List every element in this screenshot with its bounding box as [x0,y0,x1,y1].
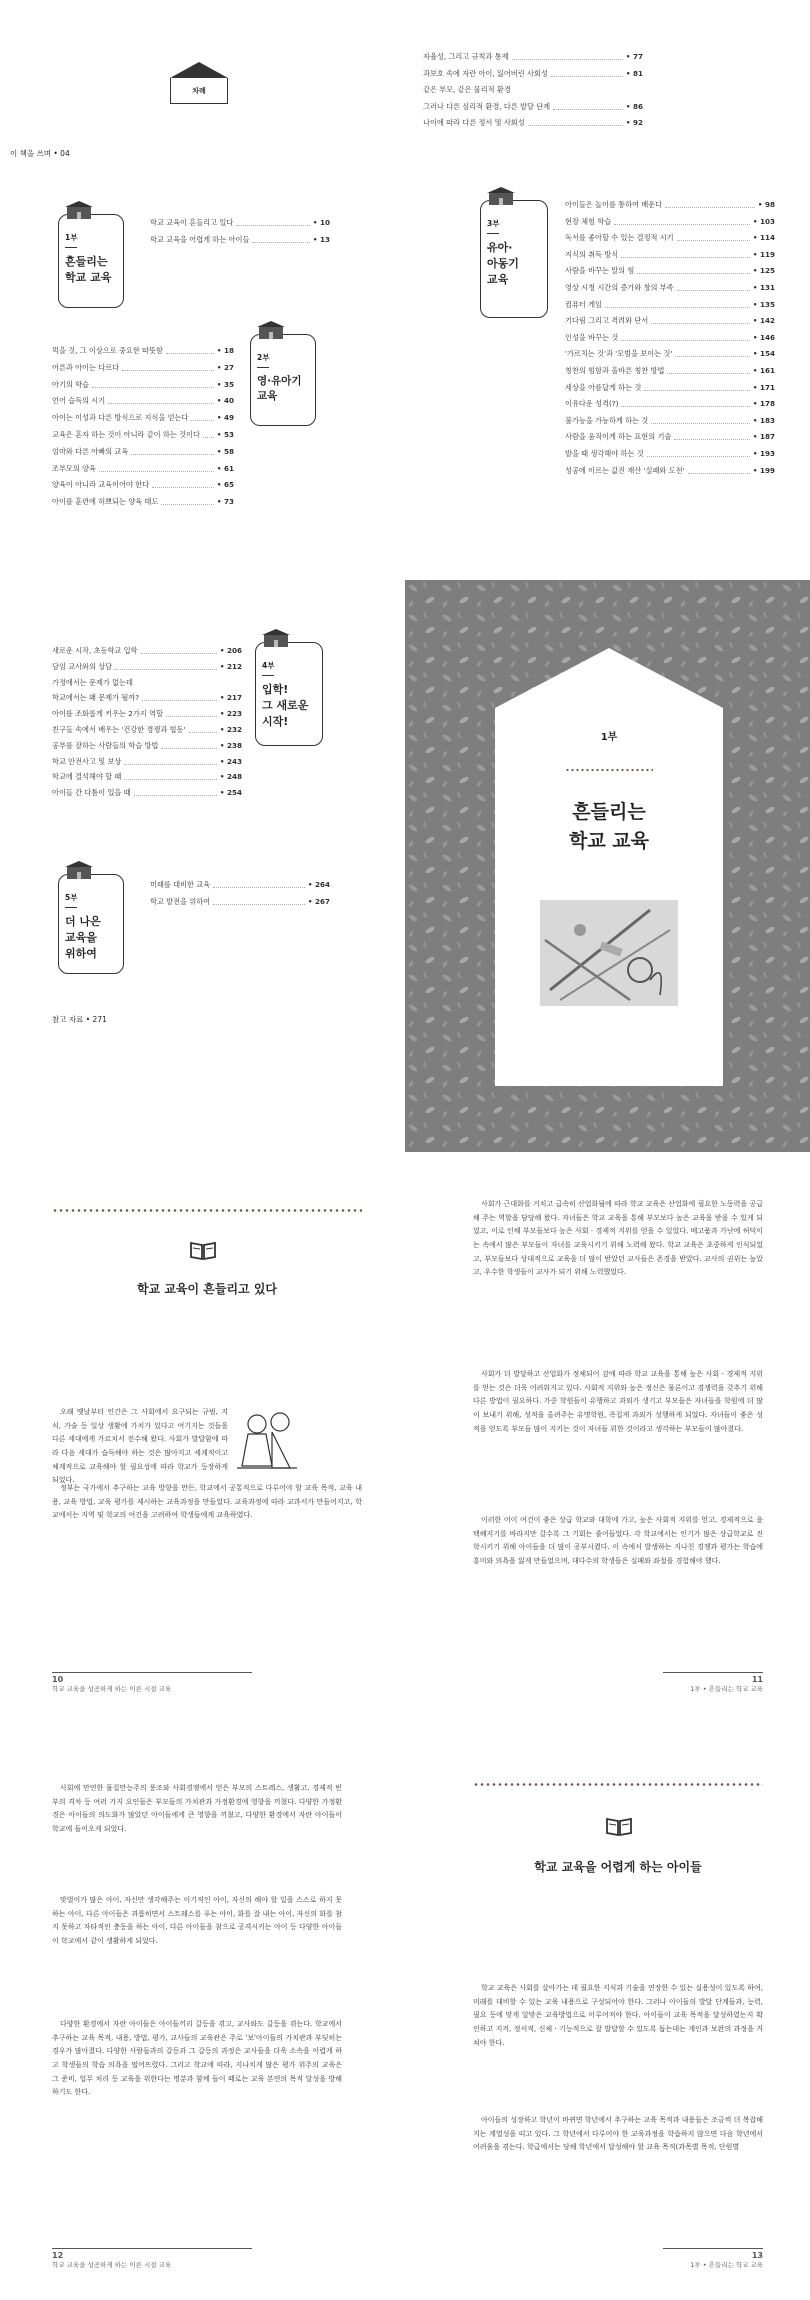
toc-entry-page: • 119 [752,249,775,259]
part4-card[interactable] [255,642,323,746]
toc-entry-title: 아이를 훈련에 허쁘되는 양육 태도 [52,497,159,507]
part1-cover [405,580,810,1152]
toc-entry-page: • 58 [216,446,234,456]
toc-entry-page: • 103 [752,216,775,226]
part1-card[interactable] [58,214,124,308]
toc-entry[interactable] [565,432,775,442]
leader-dots [141,646,217,654]
part1-title: 흔들리는 학교 교육 [65,255,112,284]
toc-entry-title: 사람을 바꾸는 말의 힘 [565,266,635,276]
leader-dots [621,250,750,258]
toc-entry-page: • 217 [219,693,242,703]
body-paragraph: 사회가 더 발달하고 산업화가 정체되어 감에 따라 학교 교육을 통해 높은 사회 · 경제적 지위를 얻는 것은 더욱 어려워지고 있다. 사회적 지위와 높은 정신은 물론이고 경쟁력을 갖추기 위해 다른 방법이 필요하다. 가중 학원들이 유행하고 과외가 생기고 부모들은 자녀들을 학원에 더 많이 보내기 위해, 성적을 올려주는 유명학원, 족집게 과외가 성행하게 되었다. 자녀들이 좋은 성적을 얻도록 부모들 많이 지키는 것이 자녀들 위한 것이라고 생각하는 부모들이 많아졌다. [473,1370,763,1433]
toc-entry[interactable] [565,266,775,276]
toc-entry-page: • 223 [219,709,242,719]
toc-entry-title: 사람을 움직이게 하는 표현의 기술 [565,432,672,442]
toc-entry-title: 자율성, 그리고 규칙과 통제 [423,52,509,61]
part5-card[interactable] [58,874,124,974]
toc-entry-title: 현장 체험 학습 [565,216,612,226]
leader-dots [647,449,750,457]
toc-entry-page: • 193 [752,449,775,458]
toc-entry-title: 기다림 그리고 격려와 단서 [565,316,649,326]
toc-entry-title: 조부모의 양육 [52,463,96,473]
school-building-icon [257,321,285,339]
toc-entry[interactable] [423,52,643,62]
part3-title: 유아· 아동기 교육 [487,241,519,286]
toc-entry[interactable] [52,363,234,373]
toc-entry-page: • 13 [312,234,330,244]
body-paragraph: 학교 교육은 사회를 살아가는 데 필요한 지식과 기술을 연장한 수 있는 실용성이 있도록 하여, 미래를 대비할 수 있는 교육 내용으로 구성되어야 한다. 그러나 아이들의 발달 단계들과, 능력, 필요 등에 맞게 알맞은 교육방법으로 이루어져야 한다. 아이들이 교육 목적을 달성하였는지 확인하고 지켜, 정서적, 신체 · 기능적으로 잘 발달할 수 있도록 돕는데는 개인과 보완의 과정을 거쳐야 한다. [473,1984,763,2047]
toc-entry-page: • 146 [752,332,775,342]
page-12 [0,1726,405,2300]
toc-entry[interactable] [52,757,242,767]
toc-entry-title: 영상 시청 시간의 증가와 창의 부족 [565,283,674,292]
pages-10-11 [0,1152,810,1726]
leader-dots [213,880,305,888]
toc-entry-page: • 53 [216,430,234,439]
toc-entry[interactable] [52,396,234,406]
running-footer: 학교 교육을 성공하게 하는 이른 시절 교육 [52,2261,172,2269]
toc-entry-title: 친구들 속에서 배우는 '건강한 경쟁과 협동' [52,725,186,734]
leader-dots [528,118,623,126]
leader-dots [188,725,216,733]
toc-entry-page: • 35 [216,379,234,389]
part1-tag: 1부 [65,232,77,248]
toc-entry-page: • 114 [752,233,775,243]
body-paragraph: 이러한 어이 여건이 좋은 상급 학교와 대학에 가고, 높은 사회적 지위를 얻고, 경제적으로 윤택해지기를 바라지만 갈수록 그 기회는 줄어들었다. 각 학교에서는 인기가 많은 상급학교로 진학시키기 위해 아이들을 더 많이 공부시켰다. 이 속에서 발생하는 지나친 경쟁과 평가는 학습에 흥미와 의욕을 잃게 만들었으며, 대다수의 학생들은 실패와 좌절을 경험해야 했다. [473,1516,763,1565]
toc-entry[interactable] [52,678,242,688]
toc-entry-page: • 248 [219,772,242,782]
toc-entry-title: 칭찬의 힘함과 올바른 칭찬 방법 [565,366,665,375]
toc-entry[interactable] [565,466,775,476]
toc-entry-title: 언어 습득의 시기 [52,396,106,406]
leader-dots [688,466,750,474]
pages-12-13 [0,1726,810,2300]
toc-entry[interactable] [423,85,643,95]
page-footer [663,2248,763,2269]
toc-entry-page: • 161 [752,366,775,375]
toc-entry-title: 불가능을 가능하게 하는 것 [565,415,649,425]
running-footer: 학교 교육을 성공하게 하는 이른 시절 교육 [52,1685,172,1693]
toc-entry-title: 미래를 대비한 교육 [150,880,211,889]
leader-dots [605,300,750,308]
toc-entry-title: 아이는 이성과 다른 방식으로 지식을 얻는다 [52,413,189,423]
toc-left-page-2 [0,580,405,1152]
toc-entry[interactable] [565,250,775,260]
page-number: 12 [52,2251,64,2260]
toc-entry-page: • 187 [752,432,775,442]
leader-dots [161,741,217,749]
leader-dots [108,396,214,404]
leader-dots [674,432,750,440]
body-paragraph: 정부는 국가에서 추구하는 교육 방향을 만든, 학교에서 공통적으로 다루어야 할 교육 목적, 교육 내용, 교육 방법, 교육 평가를 제시하는 교육과정을 만들었다. 교육과정에 따라 교과서가 만들어지고, 학교에서는 지역 및 학교의 여건을 고려하여 학생들에게 교육하였다. [52,1484,362,1520]
toc-entry[interactable] [565,416,775,426]
toc-entry-page: • 49 [216,413,234,423]
toc-entry-title: 성공에 이르는 값진 재산 '실패와 도전' [565,465,685,475]
page-footer [52,2248,252,2269]
leader-dots [512,52,623,60]
leader-dots [667,366,749,374]
toc-cover-spread [0,580,810,1152]
toc-entry[interactable] [565,217,775,227]
toc-entry-title: 학교에 결석해야 할 때 [52,772,122,782]
toc-entry-page: • 73 [216,497,234,507]
toc-entry-page: • 98 [757,200,775,209]
page-10 [0,1152,405,1726]
toc-entry-page: • 27 [216,362,234,372]
leader-dots [644,383,750,391]
toc-entry[interactable] [423,118,643,128]
toc-entry-page: • 199 [752,465,775,475]
toc-header-house [170,62,228,104]
toc-header-label: 차례 [170,78,228,104]
toc-entry-page: • 254 [219,788,242,798]
leader-dots [203,430,214,438]
toc-entry-page: • 61 [216,463,234,473]
toc-entry-page: • 131 [752,283,775,292]
school-supplies-photo [540,900,678,1006]
body-paragraph: 사회가 근대화를 거치고 급속히 산업화됨에 따라 학교 교육은 산업화에 필요한 노동력을 공급해 주는 역할을 담당해 왔다. 자녀들은 학교 교육을 통해 부모보다 높은 교육을 받을 수 있게 되었고, 이로 인해 부모들보다 높은 사회 · 경제적 지위를 얻을 수 있었다. 베고품과 가난에 허덕이는 속에서 많은 부모들이 자녀를 교육시키기 위해 노력해 왔다. 학교 교육은 초중하게 인식되었고, 부모들보다 상대적으로 교육을 더 많이 받았던 교사들은 존경을 받았다. 교사의 권위는 높았고, 우수한 학생들이 교사가 되기 위해 노력했었다. [473,1200,763,1277]
toc-entry-title: 학교 교육을 어렵게 하는 아이들 [150,234,250,244]
page-13 [405,1726,810,2300]
page-number: 10 [52,1675,64,1684]
toc-entry[interactable] [52,662,242,672]
leader-dots [166,709,217,717]
toc-entry-title: 교육은 혼자 하는 것이 아니라 같이 하는 것이다 [52,430,200,439]
toc-entry-title: 엄마와 다른 아빠의 교육 [52,446,129,456]
cover-title: 흔들리는 학교 교육 [568,801,650,852]
leader-dots [252,235,309,243]
leader-dots [677,283,750,291]
part5-tag: 5부 [65,892,77,908]
chapter-heading: 학교 교육이 흔들리고 있다 [136,1282,278,1296]
toc-entry-title: 같은 부모, 같은 물리적 환경 [423,85,511,94]
leader-dots [124,757,217,765]
toc-entry[interactable] [52,413,234,423]
toc-entry-page: • 212 [219,661,242,671]
toc-entry[interactable] [565,283,775,293]
leader-dots [651,416,750,424]
toc-entry[interactable] [565,333,775,343]
toc-entry[interactable] [150,880,330,890]
toc-entry-title: 양육이 아니라 교육이어야 한다 [52,480,150,490]
leader-dots [191,413,213,421]
toc-entry-title: 그러나 다른 심리적 환경, 다른 발달 단계 [423,101,551,111]
leader-dots [651,316,750,324]
page-footer [663,1672,763,1693]
toc-entry[interactable] [52,725,242,735]
toc-entry[interactable] [565,316,775,326]
toc-entry-page: • 267 [307,896,330,906]
part2-card[interactable] [250,334,316,426]
toc-entry-title: 아기의 학습 [52,379,90,389]
toc-entry[interactable] [52,447,234,457]
toc-entry-title: 가정에서는 문제가 없는데 [52,677,133,687]
toc-entry-page: • 81 [625,68,643,78]
toc-entry[interactable] [565,366,775,376]
leader-dots [124,772,217,780]
leader-dots [553,102,623,110]
toc-entry-title: 학교 발전을 위하여 [150,896,211,906]
toc-entry-title: 공부를 잘하는 사람들의 학습 방법 [52,740,159,750]
toc-entry-page: • 65 [216,480,234,490]
toc-entry-page: • 86 [625,101,643,111]
body-paragraph: 오래 옛날부터 인간은 그 사회에서 요구되는 규범, 지식, 가술 등 일상 생활에 가치가 있다고 여기지는 것들을 다른 세대에게 가르치서 전수해 왔다. 사회가 발달함에 따라 다음 세대가 습득해야 하는 것은 많아지고 세계적이고 체계적으로 교육해야 할 필요성에 따라 학교가 등장하게 되었다. [52,1408,228,1485]
page-number: 13 [751,2251,763,2260]
toc-entry[interactable] [565,349,775,359]
toc-entry-title: 아이를 조화롭게 키우는 2가지 역할 [52,709,163,719]
leader-dots [122,363,214,371]
school-building-icon [65,861,93,879]
leader-dots [115,662,217,670]
chapter-heading: 학교 교육을 어렵게 하는 아이들 [534,1860,702,1874]
toc-entry-title: 과보호 속에 자란 아이, 잃어버린 사회성 [423,68,548,78]
running-footer: 1부 • 흔들리는 학교 교육 [690,1685,763,1693]
cover-part-label: 1부 [600,732,618,743]
toc-entry-title: 학교 교육이 흔들리고 있다 [150,218,234,227]
toc-entry[interactable] [52,772,242,782]
wavy-divider [52,1208,362,1213]
toc-entry-page: • 77 [625,52,643,61]
toc-entry-page: • 154 [752,349,775,359]
toc-entry[interactable] [52,464,234,474]
toc-entry-title: 발을 때 생각해야 하는 것 [565,449,644,458]
toc-entry-title: '가르치는 것'과 '모범을 보이는 것' [565,349,673,359]
toc-entry[interactable] [150,218,330,228]
leader-dots [161,497,214,505]
school-building-icon [262,629,290,647]
open-book-icon [189,1240,217,1260]
leader-dots [142,693,217,701]
leader-dots [621,333,750,341]
leader-dots [677,233,750,241]
toc-entry[interactable] [150,235,330,245]
toc-entry-page: • 142 [752,316,775,326]
toc-entry-page: • 92 [625,118,643,127]
toc-entry-title: 컴퓨터 게임 [565,299,603,309]
toc-entry[interactable] [52,709,242,719]
leader-dots [213,897,305,905]
part2-title: 영·유아기 교육 [257,375,302,403]
toc-entry-page: • 238 [219,740,242,750]
toc-entry-page: • 206 [219,646,242,655]
body-paragraph: 사회에 만연한 물질만능주의 풍조와 사회경쟁에서 얻은 부모의 스트레스, 생활고, 경제적 빈부의 격차 등 여러 가지 요인들은 부모들의 가치관과 가정환경에 영향을 끼쳤다. 다양한 가정환경은 아이들의 의도화가 많았던 아이들에게 큰 영향을 끼쳤고, 다양한 환경에서 자란 아이들이 학교에 들어오게 되었다. [52,1784,342,1833]
page-11 [405,1152,810,1726]
leader-dots [152,480,214,488]
toc-intro: 이 책을 쓰며 • 04 [10,149,70,158]
open-book-icon [605,1816,633,1836]
toc-entry-title: 어른과 아이는 다르다 [52,362,120,372]
leader-dots [99,464,214,472]
toc-entry[interactable] [52,693,242,703]
toc-entry[interactable] [52,788,242,798]
page-number: 11 [751,1675,763,1684]
toc-entry-page: • 243 [219,756,242,766]
wavy-divider [473,1782,763,1787]
toc-entry-title: 먹을 것, 그 이상으로 중요한 따뜻함 [52,346,163,355]
part3-tag: 3부 [487,218,499,234]
toc-entry-title: 학교에서는 왜 문제가 될까? [52,693,140,703]
toc-entry[interactable] [52,497,234,507]
leader-dots [92,380,214,388]
leader-dots [675,349,750,357]
leader-dots [621,399,750,407]
toc-entry[interactable] [565,300,775,310]
toc-entry-page: • 178 [752,399,775,409]
toc-entry-title: 나이에 따라 다른 정서 및 사회성 [423,118,525,127]
toc-entry-title: 이유다운 성격(?) [565,399,619,409]
toc-entry-page: • 135 [752,299,775,309]
toc-entry[interactable] [52,741,242,751]
leader-dots [131,447,214,455]
toc-entry-page: • 18 [216,346,234,355]
toc-entry-title: 학교 안전사고 및 보상 [52,756,122,766]
toc-entry[interactable] [52,646,242,656]
toc-entry[interactable] [565,449,775,459]
toc-entry-title: 인성을 바꾸는 것 [565,332,619,342]
body-paragraph: 아이들의 성장하고 학년이 바뀌면 학년에서 추구하는 교육 목적과 내용들은 조금씩 더 복잡해지는 계열성을 띠고 있다. 그 학년에서 다루어야 한 교육과정을 학습하지 않으면 다음 학년에서 어려움을 겪는다. 학급에서는 당해 학년에서 달성해야 할 교육 목적(과목별 목적, 단원별 [473,2116,763,2152]
toc-entry[interactable] [565,200,775,210]
boys-illustration [232,1406,302,1476]
toc-entry[interactable] [565,383,775,393]
part2-tag: 2부 [257,352,269,368]
body-paragraph: 다양한 환경에서 자란 아이들은 아이들끼리 갈등을 겪고, 교사와도 갈등을 겪는다. 학교에서 추구하는 교육 목적, 내용, 방법, 평가, 교사들의 교육관은 주로 '보'아이들의 가치관과 부딪히는 경우가 많아졌다. 다양한 사람들과의 갈등과 그 갈등의 과정은 교사들을 더욱 소속을 어렵게 하고 학생들의 학습 의욕을 떨어뜨렸다. 그리고 학교에 따라, 지나치게 많은 평가 위주의 교육은 그 준비, 업무 처리 등 교육을 위한다는 명분과 함께 들이 떼로는 교육 본연의 목적 달성을 방해하기도 한다. [52,2020,342,2097]
body-paragraph: 맞벌이가 많은 아이, 자신만 생각해주는 이기적인 아이, 자신의 해야 할 일을 스스로 하지 못하는 아이, 다른 아이들은 괴롭히면서 스트레스를 푸는 아이, 화를 잘 내는 아이, 자신의 화를 참지 못하고 자타적인 충동을 하는 아이, 다른 아이들을 참으로 공격시키는 아이 등 다양한 아이들이 학교에서 같이 생활하게 되었다. [52,1896,342,1945]
part3-card[interactable] [480,200,548,318]
toc-entry-page: • 125 [752,266,775,276]
part4-title: 입학! 그 새로운 시작! [262,683,309,728]
leader-dots [637,266,750,274]
toc-entry-page: • 40 [216,396,234,406]
toc-entry[interactable] [52,480,234,490]
toc-entry[interactable] [52,346,234,356]
leader-dots [134,788,217,796]
toc-entry-page: • 171 [752,382,775,392]
toc-entry[interactable] [150,897,330,907]
toc-entry-page: • 264 [307,880,330,889]
toc-entry-title: 담임 교사와의 상담 [52,661,113,671]
toc-entry[interactable] [423,102,643,112]
leader-dots [614,217,750,225]
toc-entry[interactable] [565,233,775,243]
leader-dots [166,346,214,354]
page-footer [52,1672,252,1693]
toc-entry-title: 새로운 시작, 초등학교 입학 [52,646,138,655]
school-building-icon [487,187,515,205]
toc-entry[interactable] [423,69,643,79]
toc-entry-title: 아이들은 놀이를 통하여 배운다 [565,200,663,209]
leader-dots [665,200,755,208]
leader-dots [551,69,623,77]
toc-entry-title: 세상을 아름답게 하는 것 [565,382,642,392]
toc-entry[interactable] [52,430,234,440]
toc-entry[interactable] [565,399,775,409]
house-door-frame [495,648,723,1086]
part5-title: 더 나은 교육을 위하여 [65,915,101,960]
leader-dots [236,218,310,226]
part4-tag: 4부 [262,660,274,676]
toc-entry-title: 지식의 취득 방식 [565,249,619,259]
toc-entry-title: 아이들 간 다툼이 있을 때 [52,788,131,798]
toc-entry[interactable] [52,380,234,390]
toc-entry-page: • 183 [752,415,775,425]
toc-references: 참고 자료 • 271 [52,1015,107,1024]
running-footer: 1부 • 흔들리는 학교 교육 [690,2261,763,2269]
toc-entry-title: 독서를 좋아할 수 있는 결정적 시기 [565,233,674,243]
school-building-icon [65,201,93,219]
toc-entry-page: • 10 [312,218,330,227]
toc-entry-page: • 232 [219,725,242,734]
dotted-divider [565,768,653,772]
